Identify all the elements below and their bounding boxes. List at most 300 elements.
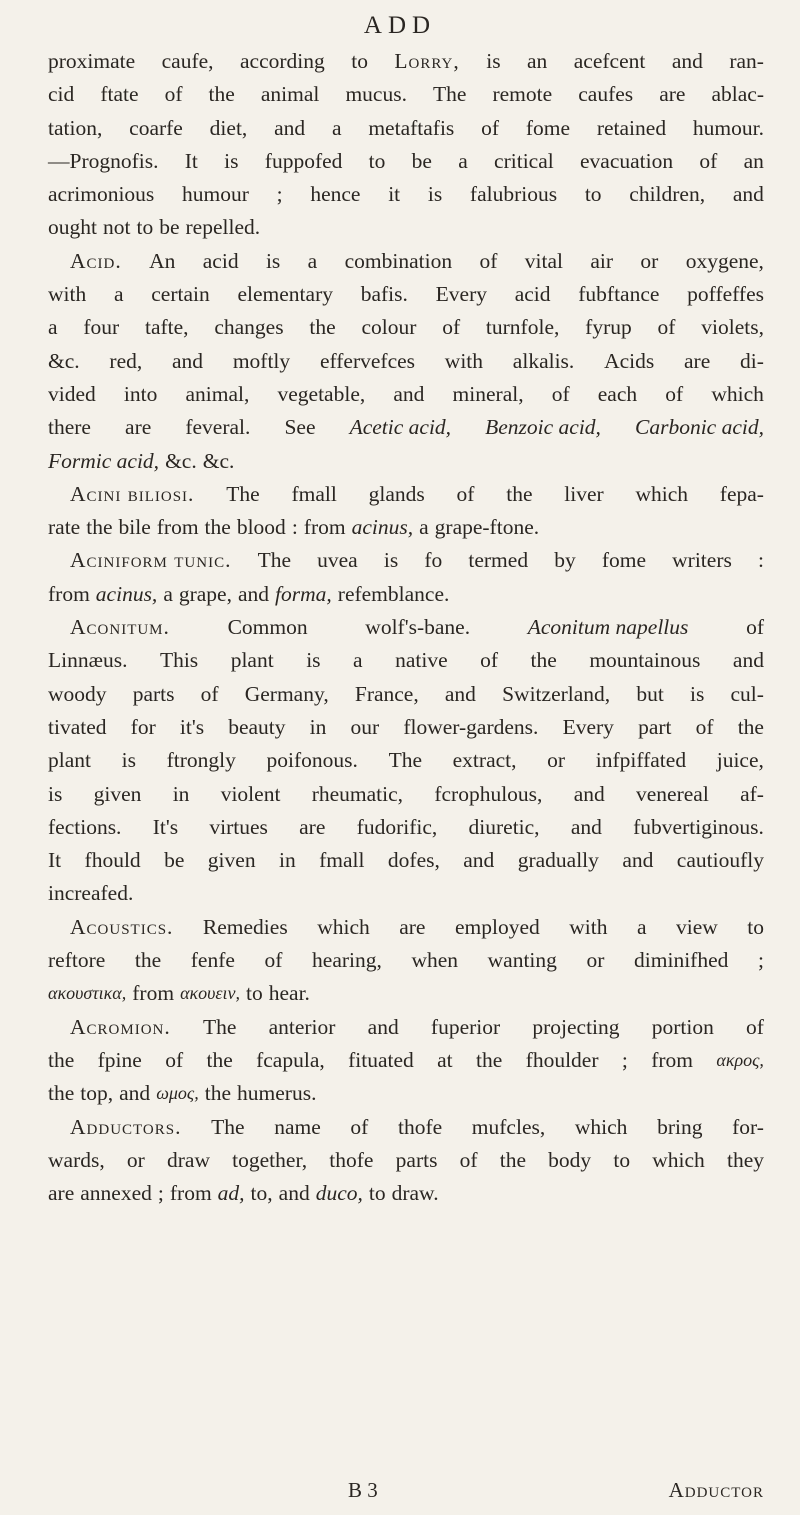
word: wanting xyxy=(487,948,557,973)
word: ; xyxy=(621,1047,628,1072)
text-line xyxy=(48,877,764,910)
word: : xyxy=(757,548,764,573)
word: and xyxy=(237,581,270,606)
word: an xyxy=(527,49,548,73)
word: fudorific, xyxy=(356,814,438,839)
word: to xyxy=(246,981,263,1006)
word: are xyxy=(48,1181,75,1206)
word: in xyxy=(172,781,190,806)
word: at xyxy=(437,1047,453,1072)
word: fyrup xyxy=(585,315,632,340)
word: ran- xyxy=(729,49,764,73)
word: The xyxy=(388,748,422,773)
word: certain xyxy=(151,282,210,307)
text-line xyxy=(48,544,764,577)
word: for xyxy=(130,714,156,739)
word: of xyxy=(456,481,475,506)
word: fepa- xyxy=(719,481,764,506)
greek-term: ακουστικα, xyxy=(48,983,127,1004)
word: mucus. xyxy=(345,82,407,107)
body-text xyxy=(48,45,764,1210)
word: ftrongly xyxy=(166,748,236,773)
word: with xyxy=(48,282,87,307)
word: and xyxy=(393,381,425,406)
word: refemblance. xyxy=(337,581,450,606)
word: ; xyxy=(757,948,764,973)
word: ftate xyxy=(100,82,139,107)
word: fome xyxy=(525,115,571,140)
word: wolf's-bane. xyxy=(365,615,471,640)
word: bile xyxy=(118,515,151,540)
word: from xyxy=(132,981,175,1006)
word: when xyxy=(411,948,459,973)
word: air xyxy=(590,248,614,273)
word: moftly xyxy=(232,348,291,373)
word: hear. xyxy=(268,981,310,1006)
word: of xyxy=(200,681,219,706)
word: to xyxy=(747,914,764,939)
word: Acids xyxy=(604,348,655,373)
text-line xyxy=(48,1177,764,1210)
text-line xyxy=(48,145,764,178)
word: increafed. xyxy=(48,881,134,906)
word: of xyxy=(264,948,283,973)
word: parts xyxy=(395,1147,438,1172)
word: of xyxy=(657,315,676,340)
word: fuppofed xyxy=(264,148,343,173)
word: Remedies xyxy=(202,914,288,939)
word: combination xyxy=(344,248,453,273)
word: with xyxy=(444,348,484,373)
text-line xyxy=(48,944,764,977)
word: fcapula, xyxy=(256,1047,325,1072)
word: af- xyxy=(740,781,764,806)
word: mufcles, xyxy=(471,1114,546,1139)
word: of xyxy=(479,248,498,273)
word: infpiffated xyxy=(595,748,687,773)
word: Every xyxy=(435,282,487,307)
word: beauty xyxy=(228,714,286,739)
word: mountainous xyxy=(589,648,701,673)
word: fenfe xyxy=(190,948,235,973)
italic-term: Acetic acid, xyxy=(349,415,452,440)
word: are xyxy=(299,814,326,839)
word: rate xyxy=(48,515,81,540)
word: tation, xyxy=(48,115,103,140)
word: &c. xyxy=(202,448,235,473)
word: di- xyxy=(740,348,764,373)
word: reftore xyxy=(48,948,106,973)
word: It xyxy=(184,148,198,173)
text-line xyxy=(48,611,764,644)
text-line xyxy=(48,644,764,677)
word: the xyxy=(208,82,235,107)
word: liver xyxy=(564,481,604,506)
text-line xyxy=(48,1144,764,1177)
word: of xyxy=(746,615,764,640)
word: mineral, xyxy=(452,381,524,406)
word: given xyxy=(93,781,142,806)
word: proximate xyxy=(48,49,136,73)
word: of xyxy=(442,315,461,340)
word: annexed xyxy=(80,1181,152,1206)
word: This xyxy=(159,648,199,673)
word: &c. xyxy=(48,348,80,373)
word: to xyxy=(368,148,386,173)
text-line xyxy=(48,378,764,411)
word: diet, xyxy=(209,115,248,140)
word: are xyxy=(399,914,426,939)
word: to xyxy=(136,215,154,240)
word: Every xyxy=(562,714,614,739)
word: hearing, xyxy=(312,948,382,973)
word: Common xyxy=(227,615,308,640)
word: fubftance xyxy=(578,282,660,307)
word: metaftafis xyxy=(368,115,455,140)
word: violets, xyxy=(701,315,764,340)
word: tivated xyxy=(48,714,107,739)
word: : xyxy=(291,515,298,540)
text-line xyxy=(48,711,764,744)
entry-headword: Acromion. xyxy=(70,1014,171,1039)
word: the xyxy=(530,648,557,673)
word: alkalis. xyxy=(512,348,575,373)
word: be xyxy=(411,148,432,173)
word: or xyxy=(586,948,605,973)
entry-headword: Acini biliosi. xyxy=(70,481,195,506)
word: falubrious xyxy=(469,182,558,207)
word: glands xyxy=(368,481,425,506)
word: together, xyxy=(232,1147,308,1172)
text-line xyxy=(48,478,764,511)
word: feveral. xyxy=(185,415,251,440)
word: four xyxy=(83,315,120,340)
word: repelled. xyxy=(185,215,261,240)
word: each xyxy=(597,381,638,406)
word: diminifhed xyxy=(634,948,729,973)
word: into xyxy=(123,381,158,406)
catchword: Adductor xyxy=(668,1478,764,1502)
word: not xyxy=(102,215,131,240)
word: thofe xyxy=(397,1114,443,1139)
word: changes xyxy=(214,315,284,340)
word: the xyxy=(206,1047,233,1072)
word: ; xyxy=(157,1181,164,1206)
word: they xyxy=(726,1147,764,1172)
word: top, xyxy=(80,1081,114,1106)
word: acid xyxy=(202,248,239,273)
word: of xyxy=(481,115,500,140)
word: fcrophulous, xyxy=(434,781,543,806)
text-line xyxy=(48,245,764,278)
word: gradually xyxy=(517,848,599,873)
entry-headword: Adductors. xyxy=(70,1114,182,1139)
word: the xyxy=(86,515,113,540)
greek-term: ακρος, xyxy=(716,1049,764,1070)
word: a xyxy=(353,648,363,673)
word: cautioufly xyxy=(676,848,764,873)
italic-term: Formic acid, xyxy=(48,448,160,473)
word: coarfe xyxy=(129,115,183,140)
word: a xyxy=(163,581,173,606)
word: fuperior xyxy=(430,1014,501,1039)
word: children, xyxy=(629,182,706,207)
word: draw. xyxy=(391,1181,439,1206)
word: The xyxy=(257,548,292,573)
word: flower-gardens. xyxy=(403,714,539,739)
word: the xyxy=(134,948,162,973)
word: vegetable, xyxy=(277,381,366,406)
word: violent xyxy=(220,781,281,806)
word: and xyxy=(367,1014,399,1039)
word: and xyxy=(278,1181,310,1206)
word: are xyxy=(684,348,711,373)
word: animal xyxy=(260,82,320,107)
word: The xyxy=(202,1014,237,1039)
word: acefcent xyxy=(573,49,646,73)
word: a xyxy=(331,115,342,140)
word: elementary xyxy=(237,282,333,307)
word: uvea xyxy=(317,548,358,573)
word: employed xyxy=(454,914,540,939)
entry-headword: Acoustics. xyxy=(70,914,174,939)
word: ablac- xyxy=(711,82,764,107)
word: the xyxy=(737,714,764,739)
word: from xyxy=(48,581,90,606)
word: which xyxy=(711,381,764,406)
word: the xyxy=(204,1081,232,1106)
word: tafte, xyxy=(144,315,189,340)
greek-term: ακουειν, xyxy=(180,983,240,1004)
word: fpine xyxy=(97,1047,142,1072)
word: be xyxy=(159,215,180,240)
word: grape-ftone. xyxy=(434,515,540,540)
word: a xyxy=(48,315,58,340)
word: and xyxy=(573,781,605,806)
word: a xyxy=(636,914,647,939)
word: cid xyxy=(48,82,75,107)
word: acrimonious xyxy=(48,182,155,207)
text-line xyxy=(48,112,764,145)
text-line xyxy=(48,178,764,211)
word: bring xyxy=(657,1114,703,1139)
word: are xyxy=(659,82,686,107)
word: writers xyxy=(672,548,732,573)
entry-headword: Aciniform tunic. xyxy=(70,548,232,573)
word: which xyxy=(574,1114,628,1139)
text-line xyxy=(48,977,764,1010)
word: of xyxy=(665,381,684,406)
word: juice, xyxy=(716,748,764,773)
entry-headword: Acid. xyxy=(70,248,122,273)
word: evacuation xyxy=(580,148,674,173)
word: portion xyxy=(651,1014,714,1039)
word: the xyxy=(204,515,231,540)
word: of xyxy=(746,1014,764,1039)
word: blood xyxy=(236,515,286,540)
word: view xyxy=(675,914,718,939)
word: turnfole, xyxy=(485,315,560,340)
word: fmall xyxy=(319,848,365,873)
word: the xyxy=(506,481,533,506)
word: a xyxy=(307,248,318,273)
word: given xyxy=(207,848,256,873)
word: red, xyxy=(109,348,143,373)
word: of xyxy=(551,381,570,406)
word: and xyxy=(172,348,204,373)
word: woody xyxy=(48,681,107,706)
word: the xyxy=(48,1047,75,1072)
word: with xyxy=(569,914,608,939)
word: &c. xyxy=(165,448,197,473)
word: projecting xyxy=(532,1014,620,1039)
word: and xyxy=(570,814,602,839)
word: anterior xyxy=(268,1014,336,1039)
word: diuretic, xyxy=(468,814,540,839)
word: acid xyxy=(514,282,551,307)
word: a xyxy=(419,515,429,540)
text-line xyxy=(48,1044,764,1077)
word: it's xyxy=(179,714,205,739)
word: to xyxy=(351,49,368,73)
word: the xyxy=(309,315,336,340)
word: bafis. xyxy=(360,282,408,307)
word: of xyxy=(350,1114,369,1139)
text-line xyxy=(48,1077,764,1110)
text-line xyxy=(48,844,764,877)
word: vided xyxy=(48,381,96,406)
word: is xyxy=(427,182,443,207)
word: caufes xyxy=(578,82,634,107)
word: Linnæus. xyxy=(48,648,128,673)
text-line xyxy=(48,778,764,811)
word: of xyxy=(695,714,714,739)
word: retained xyxy=(596,115,667,140)
word: body xyxy=(548,1147,592,1172)
word: the xyxy=(476,1047,503,1072)
italic-term: acinus, xyxy=(95,581,158,606)
word: from xyxy=(303,515,346,540)
text-line xyxy=(48,811,764,844)
word: The xyxy=(226,481,260,506)
word: poifonous. xyxy=(266,748,358,773)
word: dofes, xyxy=(387,848,440,873)
word: remote xyxy=(492,82,553,107)
word: of xyxy=(164,82,183,107)
word: and xyxy=(444,681,476,706)
word: is xyxy=(224,148,239,173)
word: rheumatic, xyxy=(311,781,404,806)
word: venereal xyxy=(636,781,709,806)
word: fhoulder xyxy=(525,1047,599,1072)
word: grape, xyxy=(178,581,232,606)
word: effervefces xyxy=(319,348,416,373)
word: hence xyxy=(310,182,361,207)
word: fmall xyxy=(291,481,337,506)
word: and xyxy=(671,49,703,73)
word: plant xyxy=(230,648,274,673)
word: thofe xyxy=(329,1147,374,1172)
word: It's xyxy=(152,814,179,839)
text-line xyxy=(48,345,764,378)
word: of xyxy=(699,148,718,173)
word: vital xyxy=(524,248,563,273)
word: humour xyxy=(182,182,249,207)
italic-term: acinus, xyxy=(351,515,414,540)
text-line xyxy=(48,278,764,311)
word: are xyxy=(125,415,152,440)
word: be xyxy=(164,848,185,873)
text-line xyxy=(48,45,764,78)
italic-term: Aconitum napellus xyxy=(527,615,689,640)
italic-term: forma, xyxy=(275,581,332,606)
word: fome xyxy=(601,548,647,573)
word: native xyxy=(395,648,448,673)
word: ought xyxy=(48,215,97,240)
text-line xyxy=(48,78,764,111)
italic-term: Carbonic acid, xyxy=(635,415,764,440)
word: animal, xyxy=(185,381,250,406)
entry-headword: Aconitum. xyxy=(70,615,170,640)
word: the xyxy=(499,1147,526,1172)
word: the xyxy=(48,1081,75,1106)
word: in xyxy=(309,714,327,739)
word: name xyxy=(274,1114,321,1139)
word: virtues xyxy=(209,814,268,839)
text-line xyxy=(48,511,764,544)
word: to xyxy=(584,182,602,207)
word: fhould xyxy=(84,848,141,873)
text-line xyxy=(48,211,764,244)
text-line xyxy=(48,411,764,444)
word: France, xyxy=(354,681,419,706)
word: or xyxy=(126,1147,145,1172)
word: of xyxy=(480,648,499,673)
word: fections. xyxy=(48,814,122,839)
word: is xyxy=(486,49,501,73)
word: poffeffes xyxy=(687,282,764,307)
word: critical xyxy=(494,148,554,173)
word: of xyxy=(165,1047,184,1072)
word: The xyxy=(433,82,467,107)
word: extract, xyxy=(452,748,517,773)
word: and xyxy=(622,848,654,873)
word: fo xyxy=(424,548,443,573)
word: fubvertiginous. xyxy=(633,814,764,839)
word: according xyxy=(240,49,325,73)
text-line xyxy=(48,911,764,944)
word: from xyxy=(651,1047,694,1072)
running-head: ADD xyxy=(363,12,437,39)
word: parts xyxy=(132,681,175,706)
word: Germany, xyxy=(244,681,329,706)
word: ; xyxy=(276,182,283,207)
word: or xyxy=(547,748,566,773)
word: wards, xyxy=(48,1147,105,1172)
word: from xyxy=(156,515,199,540)
italic-term: Benzoic acid, xyxy=(485,415,601,440)
word: or xyxy=(640,248,659,273)
word: in xyxy=(278,848,296,873)
word: and xyxy=(274,115,306,140)
text-line xyxy=(48,678,764,711)
text-line xyxy=(48,1011,764,1044)
word: to xyxy=(613,1147,631,1172)
word: draw xyxy=(167,1147,210,1172)
word: —Prognofis. xyxy=(48,148,159,173)
word: oxygene, xyxy=(685,248,764,273)
word: The xyxy=(211,1114,245,1139)
